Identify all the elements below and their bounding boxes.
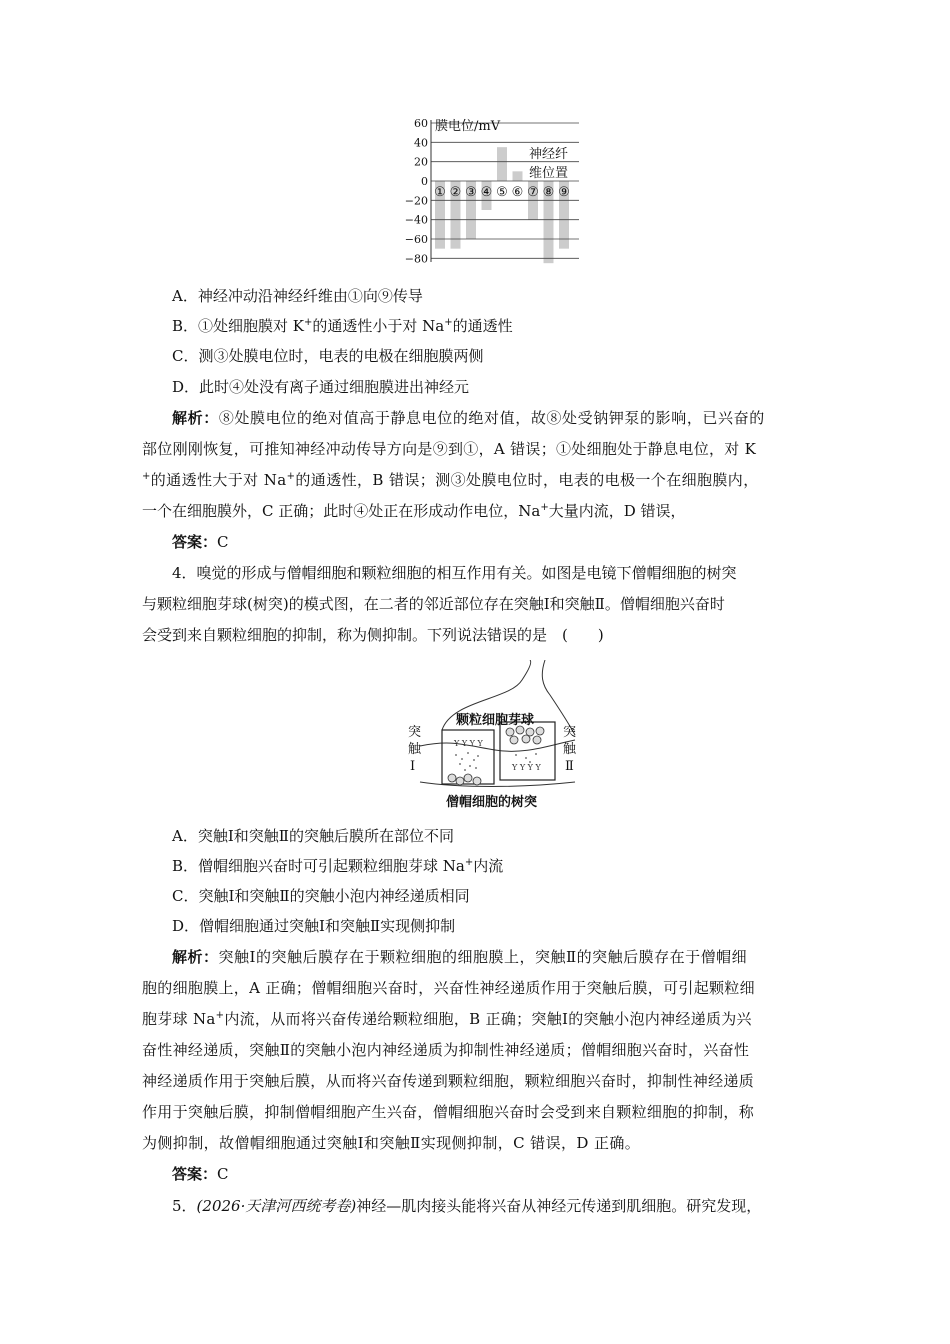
q4-analysis-line-2: 胞的细胞膜上，A 正确；僧帽细胞兴奋时，兴奋性神经递质作用于突触后膜，可引起颗粒细 [142, 979, 755, 997]
q4-option-a: A．突触Ⅰ和突触Ⅱ的突触后膜所在部位不同 [172, 827, 454, 845]
synapse-2-label-1: 突 [563, 725, 577, 740]
q4-analysis-line-4: 奋性神经递质，突触Ⅱ的突触小泡内神经递质为抑制性神经递质；僧帽细胞兴奋时，兴奋性 [142, 1041, 750, 1059]
q4-option-c: C．突触Ⅰ和突触Ⅱ的突触小泡内神经递质相同 [172, 887, 470, 905]
y-tick-label: −60 [404, 233, 428, 246]
receptor-icons-2: Y Y Y Y [512, 763, 541, 772]
mitral-dendrite-top [420, 740, 575, 751]
synapse-2-label-2: 触 [563, 742, 577, 757]
q4-analysis-line-6: 作用于突触后膜，抑制僧帽细胞产生兴奋，僧帽细胞兴奋时会受到来自颗粒细胞的抑制，称 [142, 1103, 755, 1121]
mitral-dendrite-label: 僧帽细胞的树突 [446, 795, 538, 810]
q4-stem-line-3: 会受到来自颗粒细胞的抑制，称为侧抑制。下列说法错误的是 ( ) [142, 626, 604, 644]
q3-option-c: C．测③处膜电位时，电表的电极在细胞膜两侧 [172, 347, 484, 365]
x-category-label-4: ④ [480, 185, 493, 200]
x-category-label-1: ① [434, 185, 446, 200]
q3-option-d: D．此时④处没有离子通过细胞膜进出神经元 [172, 378, 470, 396]
q3-answer: 答案：C [172, 533, 229, 551]
q3-analysis-line-1: 解析：⑧处膜电位的绝对值高于静息电位的绝对值，故⑧处受钠钾泵的影响，已兴奋的 [172, 409, 765, 427]
q4-option-d: D．僧帽细胞通过突触Ⅰ和突触Ⅱ实现侧抑制 [172, 917, 456, 935]
q4-answer: 答案：C [172, 1165, 229, 1183]
y-tick-label: −80 [404, 252, 428, 266]
neurotransmitter-dots-1 [455, 752, 479, 771]
membrane-potential-chart [395, 112, 595, 274]
receptor-icons-1: Y Y Y Y [454, 739, 483, 748]
q4-analysis-line-5: 神经递质作用于突触后膜，从而将兴奋传递到颗粒细胞，颗粒细胞兴奋时，抑制性神经递质 [142, 1072, 755, 1090]
q3-option-a: A．神经冲动沿神经纤维由①向⑨传导 [172, 287, 423, 305]
bar-5 [497, 147, 507, 181]
q4-stem-line-1: 4．嗅觉的形成与僧帽细胞和颗粒细胞的相互作用有关。如图是电镜下僧帽细胞的树突 [172, 564, 737, 582]
bar-6 [513, 171, 523, 181]
vesicles-synapse-2 [506, 726, 544, 744]
x-category-labels [434, 185, 570, 200]
y-tick-label: −20 [404, 194, 428, 208]
q5-stem: 5．(2026·天津河西统考卷)神经—肌肉接头能将兴奋从神经元传递到肌细胞。研究发现， [172, 1197, 762, 1215]
synapse-1-label-1: 突 [408, 725, 422, 740]
chart-bars [435, 147, 569, 263]
y-tick-label: 60 [414, 117, 428, 130]
q4-option-b: B．僧帽细胞兴奋时可引起颗粒细胞芽球 Na+内流 [172, 857, 504, 875]
x-category-label-5: ⑤ [496, 185, 508, 200]
synapse-diagram [400, 660, 590, 812]
x-category-label-3: ③ [465, 185, 477, 200]
x-category-label-2: ② [449, 185, 462, 200]
q4-analysis-line-3: 胞芽球 Na+内流，从而将兴奋传递给颗粒细胞，B 正确；突触Ⅰ的突触小泡内神经递质为兴 [142, 1010, 752, 1028]
y-tick-label: 0 [421, 175, 428, 188]
granule-cell-label: 颗粒细胞芽球 [456, 713, 535, 728]
q4-analysis-line-7: 为侧抑制，故僧帽细胞通过突触Ⅰ和突触Ⅱ实现侧抑制，C 错误，D 正确。 [142, 1134, 641, 1152]
vesicles-synapse-1 [448, 774, 481, 785]
y-tick-label: −40 [404, 213, 428, 227]
x-category-label-7: ⑦ [527, 185, 539, 200]
chart-title: 膜电位/mV [435, 119, 501, 134]
x-label-line-2: 维位置 [529, 166, 569, 181]
y-tick-label: 40 [414, 136, 428, 150]
x-category-label-9: ⑨ [558, 185, 570, 200]
q4-stem-line-2: 与颗粒细胞芽球(树突)的模式图，在二者的邻近部位存在突触Ⅰ和突触Ⅱ。僧帽细胞兴奋时 [142, 595, 725, 613]
synapse-2-label-3: Ⅱ [565, 759, 574, 774]
x-category-label-8: ⑧ [542, 185, 555, 200]
q3-analysis-line-4: 一个在细胞膜外，C 正确；此时④处正在形成动作电位，Na+大量内流，D 错误， [142, 502, 686, 520]
synapse-1-label-2: 触 [408, 742, 422, 757]
q3-analysis-line-3: +的通透性大于对 Na+的通透性，B 错误；测③处膜电位时，电表的电极一个在细胞膜内， [142, 471, 759, 489]
granule-cell-outline-right [542, 660, 575, 735]
q3-option-b: B．①处细胞膜对 K+的通透性小于对 Na+的通透性 [172, 317, 513, 335]
x-category-label-6: ⑥ [511, 185, 524, 200]
y-tick-label: 20 [414, 155, 428, 169]
q4-analysis-line-1: 解析：突触Ⅰ的突触后膜存在于颗粒细胞的细胞膜上，突触Ⅱ的突触后膜存在于僧帽细 [172, 948, 748, 966]
y-tick-labels [405, 117, 428, 265]
synapse-1-label-3: Ⅰ [410, 759, 416, 774]
neurotransmitter-dots-2 [515, 753, 537, 763]
q3-analysis-line-2: 部位刚刚恢复，可推知神经冲动传导方向是⑨到①，A 错误；①处细胞处于静息电位，对 K [142, 440, 757, 458]
x-label-line-1: 神经纤 [529, 147, 569, 162]
